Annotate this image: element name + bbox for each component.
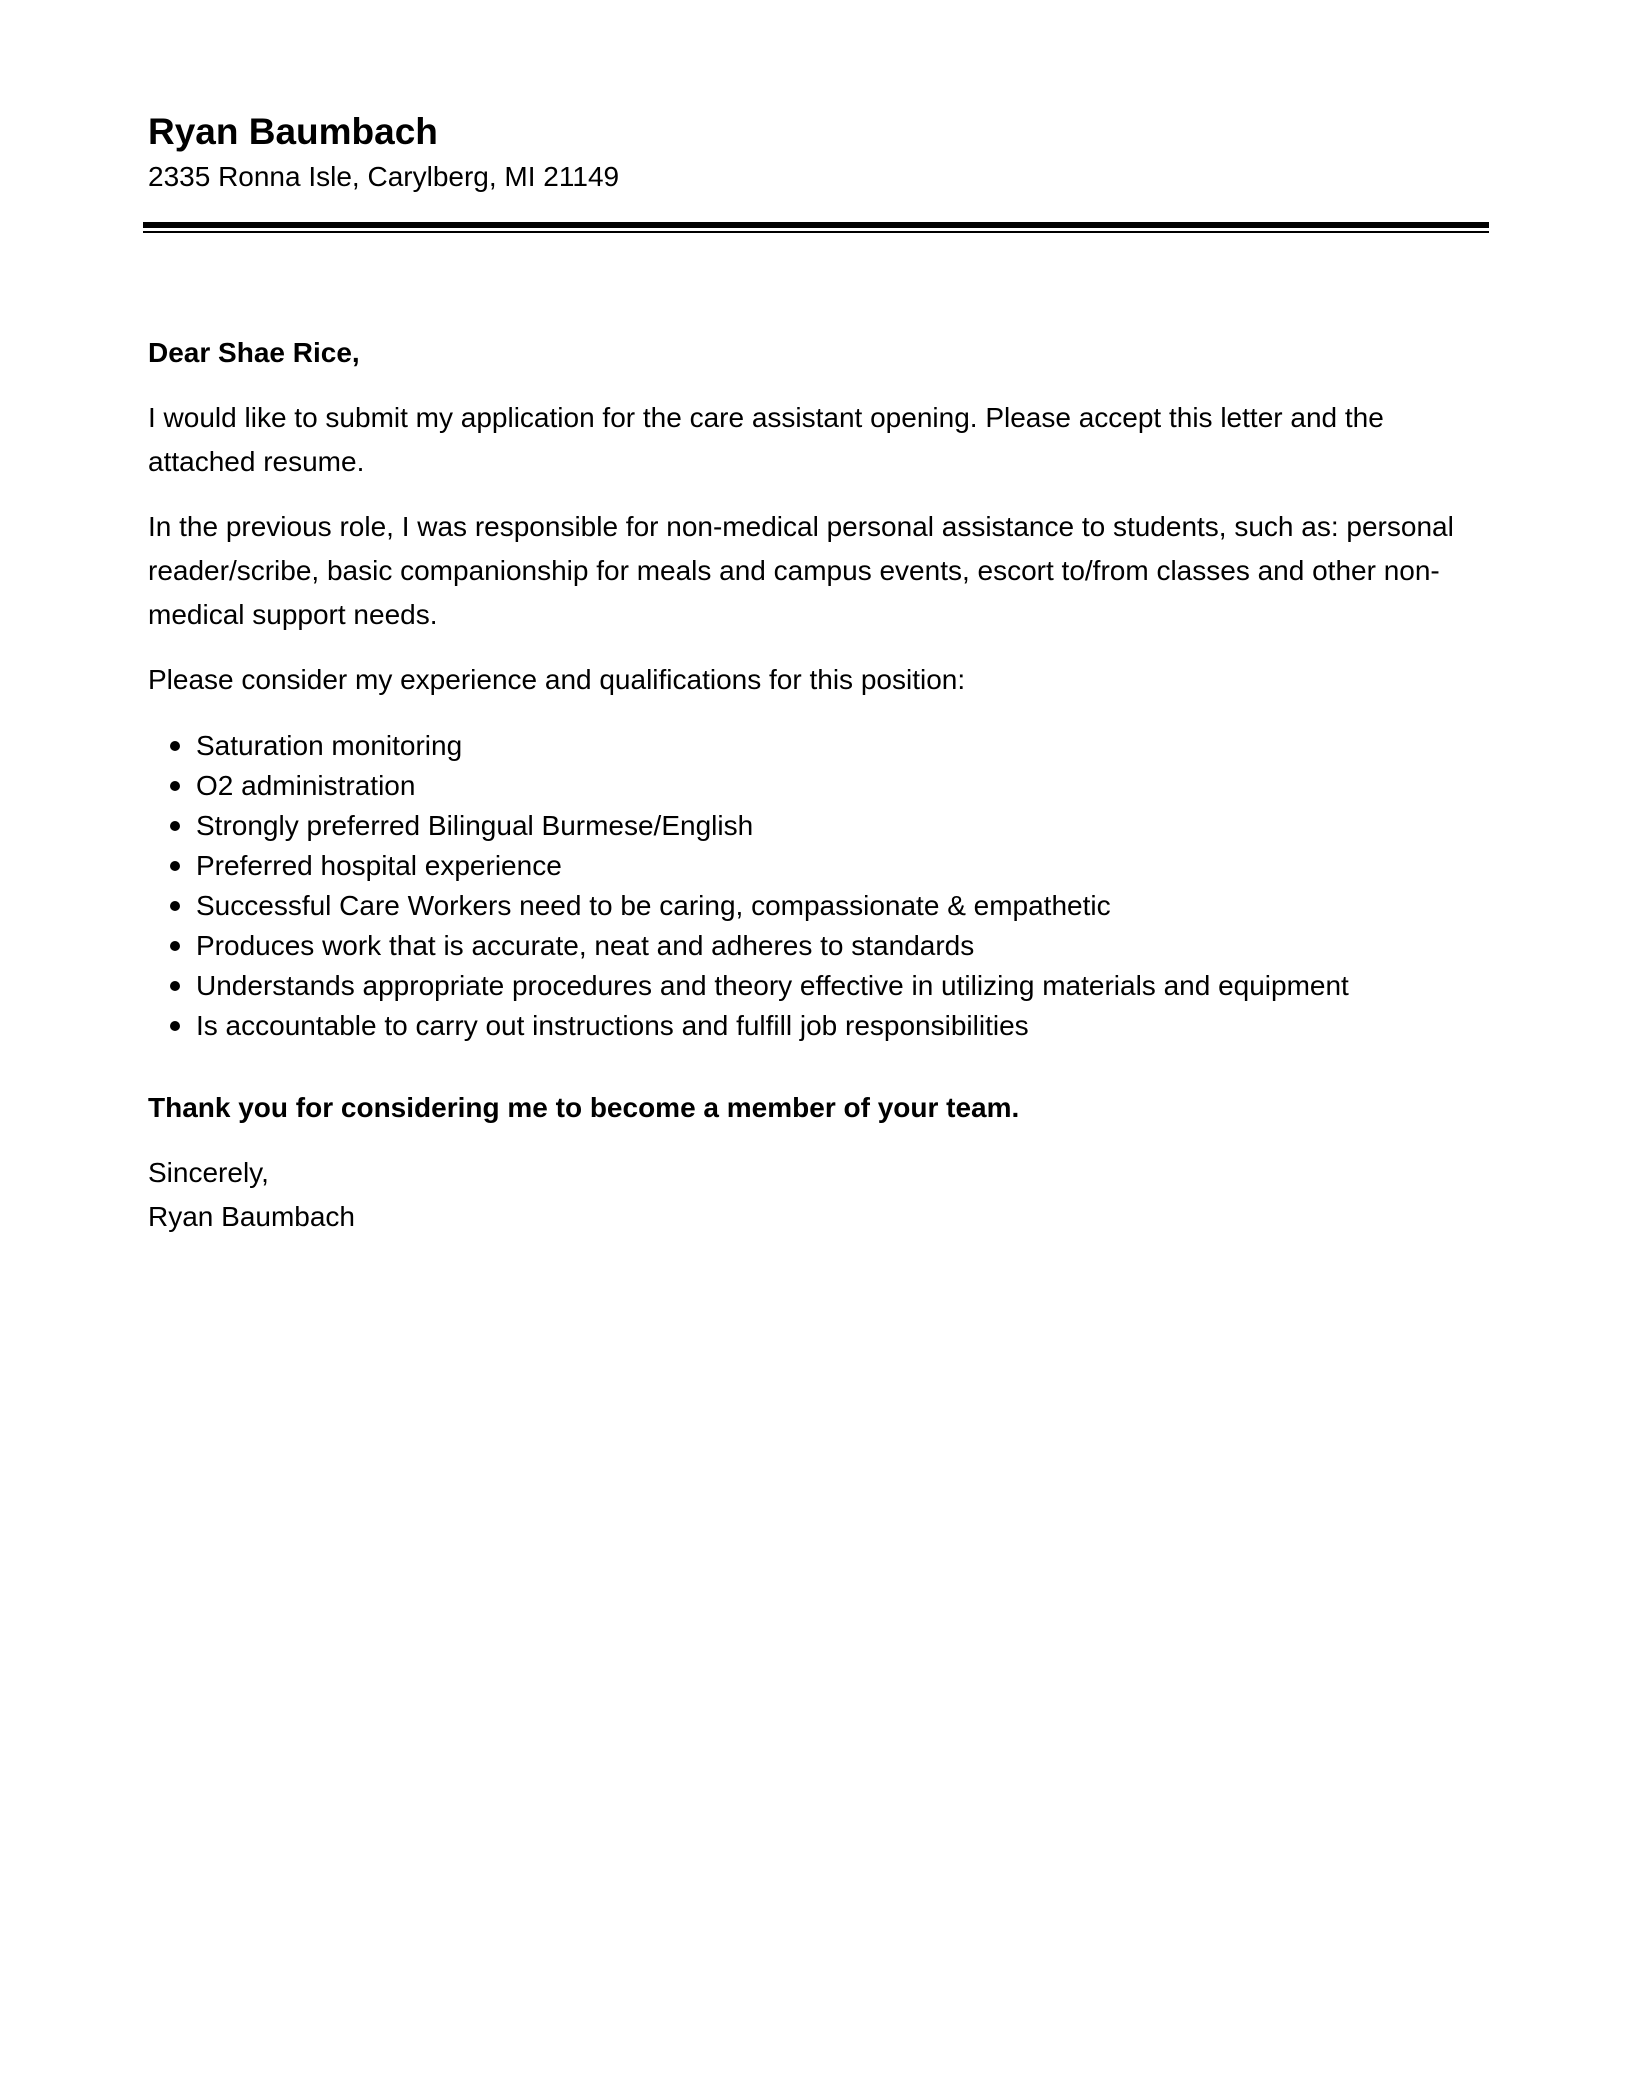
qualifications-list bbox=[148, 726, 1484, 1046]
closing-statement: Thank you for considering me to become a member of your team. bbox=[148, 1092, 1020, 1124]
paragraph-qualifications-intro: Please consider my experience and qualifications for this position: bbox=[148, 664, 966, 696]
bullet-icon bbox=[170, 821, 180, 831]
list-item: Saturation monitoring bbox=[148, 726, 1484, 766]
list-item: Strongly preferred Bilingual Burmese/English bbox=[148, 806, 1484, 846]
paragraph-intro: I would like to submit my application for the care assistant opening. Please accept this letter and the attached resume. bbox=[148, 402, 1384, 478]
list-item: Successful Care Workers need to be caring, compassionate & empathetic bbox=[148, 886, 1484, 926]
letter-body bbox=[148, 331, 1484, 1239]
list-item: Understands appropriate procedures and theory effective in utilizing materials and equipment bbox=[148, 966, 1484, 1006]
list-item: O2 administration bbox=[148, 766, 1484, 806]
signature-name: Ryan Baumbach bbox=[148, 1201, 356, 1233]
bullet-icon bbox=[170, 781, 180, 791]
header-divider-thin-line bbox=[143, 231, 1489, 233]
bullet-icon bbox=[170, 941, 180, 951]
bullet-icon bbox=[170, 1021, 180, 1031]
letter-header bbox=[148, 110, 1484, 196]
salutation: Dear Shae Rice, bbox=[148, 337, 360, 369]
bullet-icon bbox=[170, 861, 180, 871]
paragraph-previous-role: In the previous role, I was responsible for non-medical personal assistance to students, such as: personal reader/scribe, basic companionship for meals and campus events, escort to/from classes and other non-medical support needs. bbox=[148, 511, 1454, 631]
bullet-icon bbox=[170, 901, 180, 911]
list-item: Is accountable to carry out instructions and fulfill job responsibilities bbox=[148, 1006, 1484, 1046]
list-item: Preferred hospital experience bbox=[148, 846, 1484, 886]
bullet-icon bbox=[170, 981, 180, 991]
header-divider bbox=[143, 222, 1489, 233]
sender-name: Ryan Baumbach bbox=[148, 111, 438, 152]
sender-address: 2335 Ronna Isle, Carylberg, MI 21149 bbox=[148, 161, 620, 193]
bullet-icon bbox=[170, 741, 180, 751]
signoff: Sincerely, bbox=[148, 1157, 269, 1189]
list-item: Produces work that is accurate, neat and adheres to standards bbox=[148, 926, 1484, 966]
